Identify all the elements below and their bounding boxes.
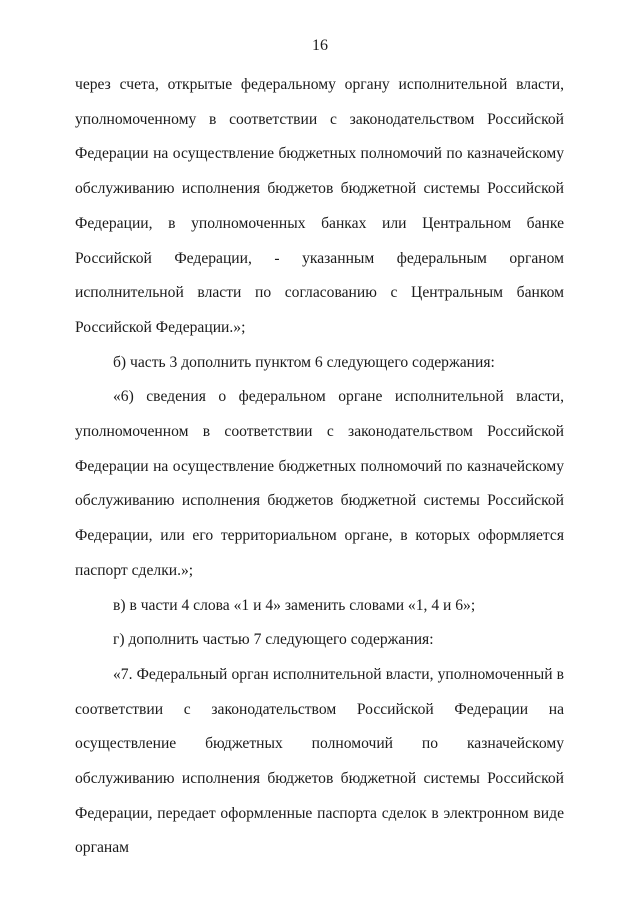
page-number: 16 [312, 37, 328, 54]
paragraph-quote-6: «6) сведения о федеральном органе исполнительной власти, уполномоченном в соответствии с законодательством Российской Федерации на осуществление бюджетных полномочий по казначейскому обслуживанию исполнения бюджетов бюджетной системы Российской Федерации, или его территориальном органе, в которых оформляется паспорт сделки.»; [75, 388, 564, 579]
paragraph-continuation: через счета, открытые федеральному органу исполнительной власти, уполномоченному в соответствии с законодательством Российской Федерации на осуществление бюджетных полномочий по казначейскому обслуживанию исполнения бюджетов бюджетной системы Российской Федерации, в уполномоченных банках или Центральном банке Российской Федерации, - указанным федеральным органом исполнительной власти по согласованию с Центральным банком Российской Федерации.»; [75, 76, 564, 336]
paragraph-item-v: в) в части 4 слова «1 и 4» заменить словами «1, 4 и 6»; [113, 596, 476, 614]
document-body [75, 68, 564, 866]
paragraph-item-g: г) дополнить частью 7 следующего содержания: [113, 631, 434, 649]
paragraph-item-b: б) часть 3 дополнить пунктом 6 следующего содержания: [113, 353, 495, 371]
paragraph-quote-7: «7. Федеральный орган исполнительной власти, уполномоченный в соответствии с законодательством Российской Федерации на осуществление бюджетных полномочий по казначейскому обслуживанию исполнения бюджетов бюджетной системы Российской Федерации, передает оформленные паспорта сделок в электронном виде органам [75, 665, 564, 857]
